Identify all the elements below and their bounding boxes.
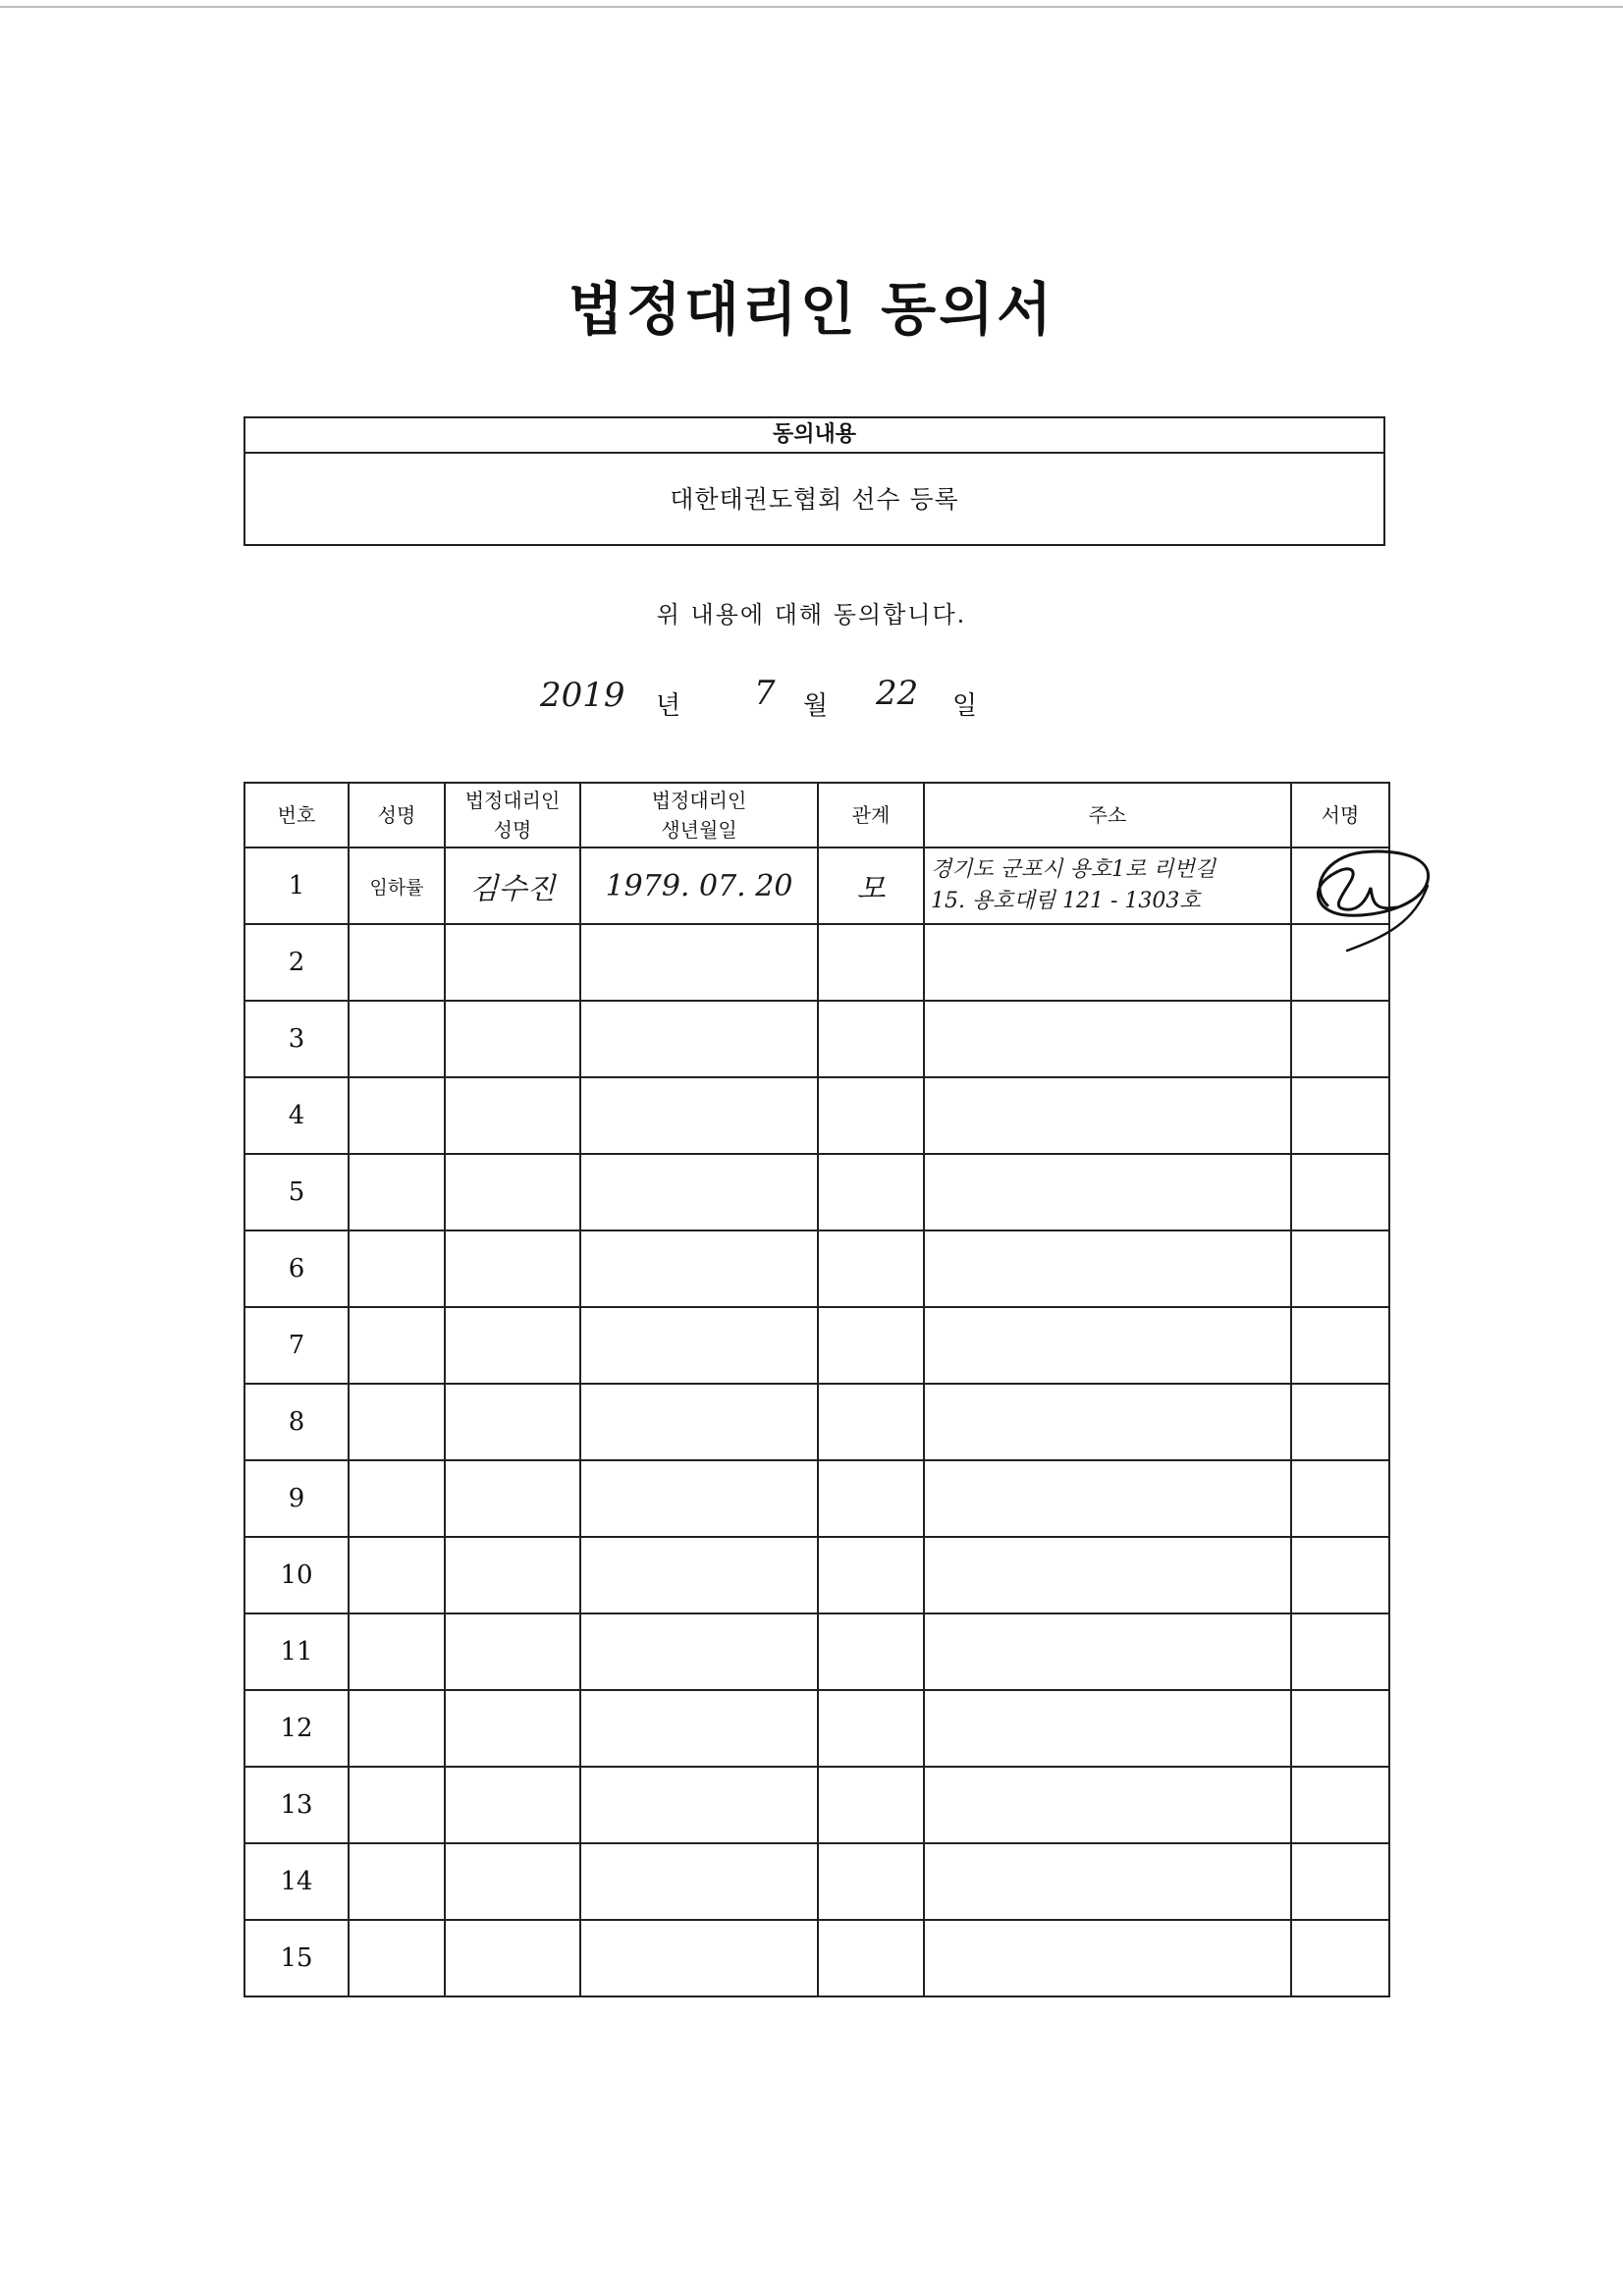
cell-guardian-name [445, 1307, 580, 1384]
agree-statement: 위 내용에 대해 동의합니다. [656, 601, 967, 629]
table-row [244, 1154, 1389, 1230]
cell-guardian-birth [580, 1613, 818, 1690]
header-guardian-birth-line2: 생년월일 [661, 818, 737, 842]
date-line [530, 676, 1080, 731]
cell-relation [818, 1767, 924, 1843]
cell-signature [1291, 1384, 1389, 1460]
cell-number: 10 [244, 1537, 349, 1613]
cell-number: 3 [244, 1001, 349, 1077]
cell-guardian-birth [580, 1154, 818, 1230]
cell-number: 8 [244, 1384, 349, 1460]
cell-guardian-name [445, 1613, 580, 1690]
cell-address [924, 1154, 1291, 1230]
cell-name: 임하률 [349, 847, 445, 924]
cell-address [924, 1767, 1291, 1843]
cell-name [349, 1843, 445, 1920]
cell-guardian-name [445, 1077, 580, 1154]
cell-guardian-birth [580, 1767, 818, 1843]
table-row [244, 1613, 1389, 1690]
cell-name [349, 1690, 445, 1767]
date-year: 2019 [540, 676, 625, 715]
cell-relation [818, 1384, 924, 1460]
cell-guardian-name [445, 924, 580, 1001]
table-row [244, 1767, 1389, 1843]
cell-guardian-name [445, 1537, 580, 1613]
cell-relation [818, 1920, 924, 1996]
cell-guardian-birth [580, 1230, 818, 1307]
cell-address [924, 1843, 1291, 1920]
cell-name [349, 1767, 445, 1843]
cell-guardian-birth [580, 1307, 818, 1384]
table-row [244, 924, 1389, 1001]
table-header-row [244, 783, 1389, 847]
cell-relation [818, 1460, 924, 1537]
cell-relation [818, 1690, 924, 1767]
cell-number: 15 [244, 1920, 349, 1996]
header-guardian-name-line2: 성명 [493, 818, 532, 842]
table-row [244, 1230, 1389, 1307]
cell-relation [818, 924, 924, 1001]
cell-relation [818, 1307, 924, 1384]
cell-relation [818, 1001, 924, 1077]
cell-signature [1291, 1767, 1389, 1843]
cell-address [924, 1077, 1291, 1154]
table-row [244, 847, 1389, 924]
cell-address [924, 1460, 1291, 1537]
cell-address [924, 1384, 1291, 1460]
cell-guardian-birth [580, 1920, 818, 1996]
cell-address [924, 1307, 1291, 1384]
cell-name [349, 1307, 445, 1384]
cell-name [349, 1613, 445, 1690]
cell-number: 13 [244, 1767, 349, 1843]
table-row [244, 1307, 1389, 1384]
cell-relation [818, 1154, 924, 1230]
cell-signature [1291, 847, 1389, 924]
cell-number: 9 [244, 1460, 349, 1537]
cell-relation [818, 1613, 924, 1690]
date-month-unit: 월 [803, 691, 829, 721]
date-month: 7 [754, 674, 776, 713]
cell-relation [818, 1077, 924, 1154]
table-row [244, 1843, 1389, 1920]
cell-guardian-name [445, 1843, 580, 1920]
cell-address [924, 1690, 1291, 1767]
cell-number: 14 [244, 1843, 349, 1920]
consent-box [243, 416, 1385, 546]
cell-name [349, 1920, 445, 1996]
cell-number: 2 [244, 924, 349, 1001]
table-row [244, 1384, 1389, 1460]
cell-address [924, 1537, 1291, 1613]
cell-relation: 모 [818, 847, 924, 924]
cell-number: 1 [244, 847, 349, 924]
cell-guardian-birth [580, 1001, 818, 1077]
table-row [244, 1001, 1389, 1077]
header-signature: 서명 [1291, 783, 1389, 847]
cell-name [349, 1460, 445, 1537]
cell-address [924, 924, 1291, 1001]
cell-name [349, 1230, 445, 1307]
cell-guardian-birth [580, 1843, 818, 1920]
cell-address [924, 1230, 1291, 1307]
cell-signature [1291, 1920, 1389, 1996]
cell-guardian-birth [580, 1690, 818, 1767]
cell-relation [818, 1843, 924, 1920]
cell-guardian-birth [580, 1460, 818, 1537]
cell-guardian-name [445, 1230, 580, 1307]
cell-guardian-name: 김수진 [445, 847, 580, 924]
header-name: 성명 [349, 783, 445, 847]
date-day: 22 [876, 674, 919, 713]
cell-relation [818, 1537, 924, 1613]
cell-name [349, 1154, 445, 1230]
cell-signature [1291, 1690, 1389, 1767]
table-row [244, 1537, 1389, 1613]
table-row [244, 1920, 1389, 1996]
header-guardian-birth-line1: 법정대리인 [651, 789, 747, 812]
table-row [244, 1690, 1389, 1767]
cell-signature [1291, 1077, 1389, 1154]
date-day-unit: 일 [952, 691, 978, 721]
consent-content: 대한태권도협회 선수 등록 [670, 485, 959, 514]
cell-signature [1291, 1307, 1389, 1384]
cell-signature [1291, 1001, 1389, 1077]
header-guardian-name-line1: 법정대리인 [464, 789, 561, 812]
cell-signature [1291, 1843, 1389, 1920]
cell-name [349, 1384, 445, 1460]
guardian-table [243, 782, 1390, 1997]
cell-relation [818, 1230, 924, 1307]
cell-guardian-name [445, 1920, 580, 1996]
document-title: 법정대리인 동의서 [568, 276, 1055, 343]
cell-number: 12 [244, 1690, 349, 1767]
cell-signature [1291, 1460, 1389, 1537]
cell-guardian-birth: 1979. 07. 20 [580, 847, 818, 924]
cell-signature [1291, 1230, 1389, 1307]
cell-address [924, 847, 1291, 924]
cell-guardian-name [445, 1460, 580, 1537]
cell-address [924, 1613, 1291, 1690]
cell-number: 6 [244, 1230, 349, 1307]
cell-guardian-name [445, 1767, 580, 1843]
cell-guardian-name [445, 1001, 580, 1077]
consent-header: 동의내용 [245, 418, 1383, 454]
scan-top-edge [0, 6, 1623, 8]
cell-guardian-birth [580, 1384, 818, 1460]
table-body [244, 847, 1389, 1996]
header-address: 주소 [924, 783, 1291, 847]
cell-address-line2: 15. 용호대림 121 - 1303호 [931, 889, 1201, 913]
cell-address [924, 1001, 1291, 1077]
cell-signature [1291, 1613, 1389, 1690]
header-guardian-birth [580, 783, 818, 847]
cell-guardian-birth [580, 1537, 818, 1613]
header-number: 번호 [244, 783, 349, 847]
table-row [244, 1077, 1389, 1154]
cell-guardian-name [445, 1690, 580, 1767]
cell-number: 5 [244, 1154, 349, 1230]
header-guardian-name [445, 783, 580, 847]
table-row [244, 1460, 1389, 1537]
cell-address [924, 1920, 1291, 1996]
cell-guardian-birth [580, 1077, 818, 1154]
handwritten-signature-icon [1288, 827, 1435, 955]
header-relation: 관계 [818, 783, 924, 847]
cell-guardian-name [445, 1154, 580, 1230]
cell-name [349, 1077, 445, 1154]
date-year-unit: 년 [656, 691, 681, 721]
cell-name [349, 1001, 445, 1077]
cell-guardian-birth [580, 924, 818, 1001]
cell-name [349, 1537, 445, 1613]
cell-address-line1: 경기도 군포시 용호1로 리번길 [931, 857, 1217, 882]
cell-signature [1291, 1537, 1389, 1613]
cell-number: 7 [244, 1307, 349, 1384]
cell-number: 4 [244, 1077, 349, 1154]
cell-number: 11 [244, 1613, 349, 1690]
cell-name [349, 924, 445, 1001]
cell-guardian-name [445, 1384, 580, 1460]
cell-signature [1291, 1154, 1389, 1230]
